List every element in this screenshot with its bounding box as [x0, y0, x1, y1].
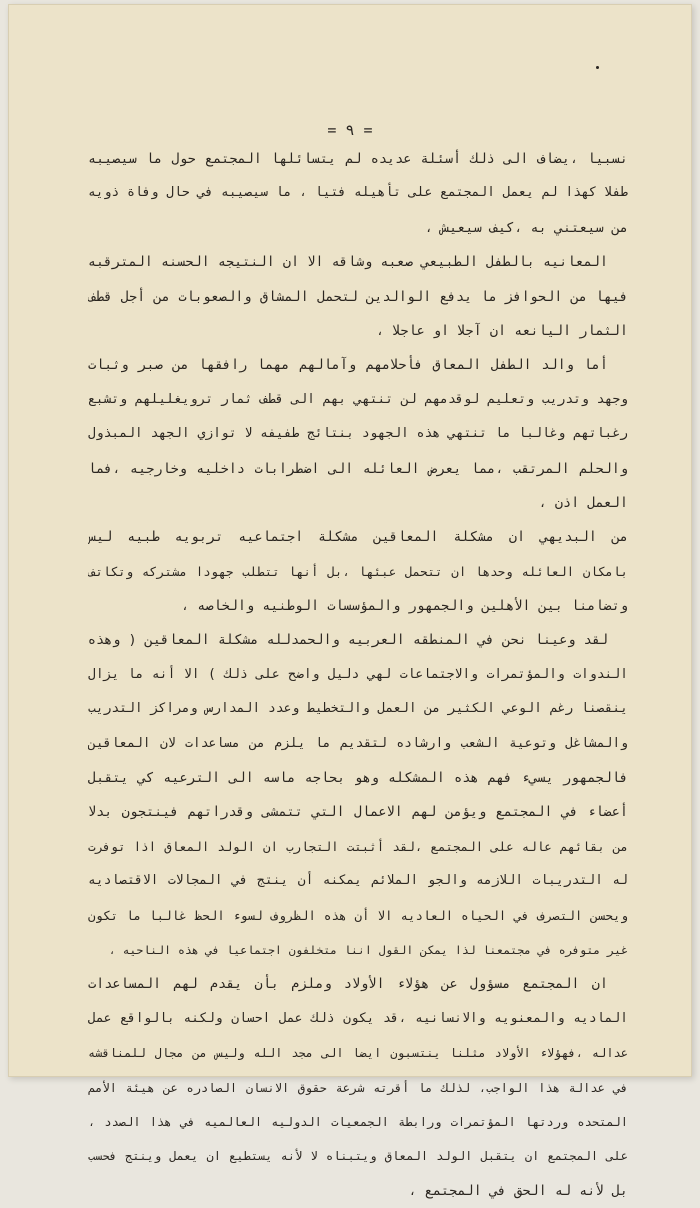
text-line: الندوات والمؤتمرات والاجتماعات لهي دليل واضح على ذلك ) الا أنه ما يزال — [88, 666, 628, 682]
text-line: من سيعتني به ،كيف سيعيش ، — [424, 219, 628, 236]
text-line: ان المجتمع مسؤول عن هؤلاء الأولاد وملزم بأن يقدم لهم المساعدات — [88, 976, 608, 993]
text-line: العمل اذن ، — [538, 494, 628, 511]
ink-mark — [596, 66, 599, 69]
text-line: من البديهي ان مشكلة المعاقين مشكلة اجتماعيه تربويه طبيه ليس — [88, 529, 628, 546]
text-line: المعانيه بالطفل الطبيعي صعبه وشاقه الا ان النتيجه الحسنه المترقبه — [88, 254, 608, 271]
text-line: له التدريبات اللازمه والجو الملائم يمكنه أن ينتج في المجالات الاقتصاديه — [88, 873, 628, 889]
text-line: فالجمهور يسيء فهم هذه المشكله وهو بحاجه ماسه الى الترعيه كي يتقبل — [88, 770, 628, 787]
text-line: والحلم المرتقب ،مما يعرض العائله الى اضطرابات داخليه وخارجيه ،فما — [88, 460, 628, 477]
text-line: أما والد الطفل المعاق فأحلامهم وآمالهم مهما رافقها من صبر وثبات — [88, 357, 608, 374]
text-line: الماديه والمعنويه والانسانيه ،قد يكون ذلك عمل احسان ولكنه بالواقع عمل — [88, 1010, 628, 1026]
page-number: = ٩ = — [327, 121, 373, 139]
document-page — [8, 4, 692, 1199]
text-line: في عدالة هذا الواجب، لذلك ما أقرته شرعة حقوق الانسان الصادره عن هيئة الأمم — [88, 1080, 628, 1095]
text-line: عداله ،فهؤلاء الأولاد مثلنا ينتسبون ايضا الى مجد الله وليس من مجال للمناقشه — [88, 1046, 628, 1061]
text-line: وتضامنا بين الأهلين والجمهور والمؤسسات الوطنيه والخاصه ، — [180, 598, 628, 615]
text-line: بامكان العائله وحدها ان تتحمل عبئها ،بل أنها تتطلب جهودا مشتركه وتكاتف — [88, 563, 628, 579]
text-line: لقد وعينا نحن في المنطقه العربيه والحمدلله مشكلة المعاقين ( وهذه — [88, 632, 608, 649]
body-text — [88, 142, 628, 1208]
text-line: على المجتمع ان يتقبل الولد المعاق ويتبناه لا لأنه يستطيع ان يعمل وينتج فحسب — [88, 1149, 628, 1164]
text-line: بل لأنه له الحق في المجتمع ، — [408, 1182, 628, 1199]
text-line: وجهد وتدريب وتعليم لوقدمهم لن تنتهي بهم الى قطف ثمار ترويغليلهم وتشبع — [88, 391, 628, 407]
text-line: رغباتهم وغالبا ما تنتهي هذه الجهود بنتائج طفيفه لا توازي الجهد المبذول — [88, 426, 628, 442]
text-line: فيها من الحوافز ما يدفع الوالدين لتحمل المشاق والصعوبات من أجل قطف — [88, 288, 628, 305]
text-line: من بقائهم عاله على المجتمع ،لقد أثبتت التجارب ان الولد المعاق اذا توفرت — [88, 838, 628, 854]
text-line: ينقصنا رغم الوعي الكثير من العمل والتخطيط وعدد المدارس ومراكز التدريب — [88, 701, 628, 717]
text-line: والمشاغل وتوعية الشعب وارشاده لتقديم ما يلزم من مساعدات لان المعاقين — [88, 735, 628, 751]
text-line: ويحسن التصرف في الحياه العاديه الا أن هذه الظروف لسوء الحظ غالبا ما تكون — [88, 907, 628, 923]
text-line: طفلا كهذا لم يعمل المجتمع على تأهيله فتيا ، ما سيصيبه في حال وفاة ذويه — [88, 185, 628, 201]
text-line: أعضاء في المجتمع ويؤمن لهم الاعمال التي تتمشى وقدراتهم فينتجون بدلا — [88, 804, 628, 821]
text-line: الثمار اليانعه ان آجلا او عاجلا ، — [376, 322, 628, 339]
text-line: غير متوفره في مجتمعنا لذا يمكن القول اننا متخلفون اجتماعيا في هذه الناحيه ، — [108, 942, 628, 957]
text-line: المتحده وردتها المؤتمرات ورابطة الجمعيات الدوليه العالميه في هذا الصدد ، — [88, 1114, 628, 1129]
text-line: نسبيا ،يضاف الى ذلك أسئلة عديده لم يتسائلها المجتمع حول ما سيصيبه — [88, 151, 628, 167]
